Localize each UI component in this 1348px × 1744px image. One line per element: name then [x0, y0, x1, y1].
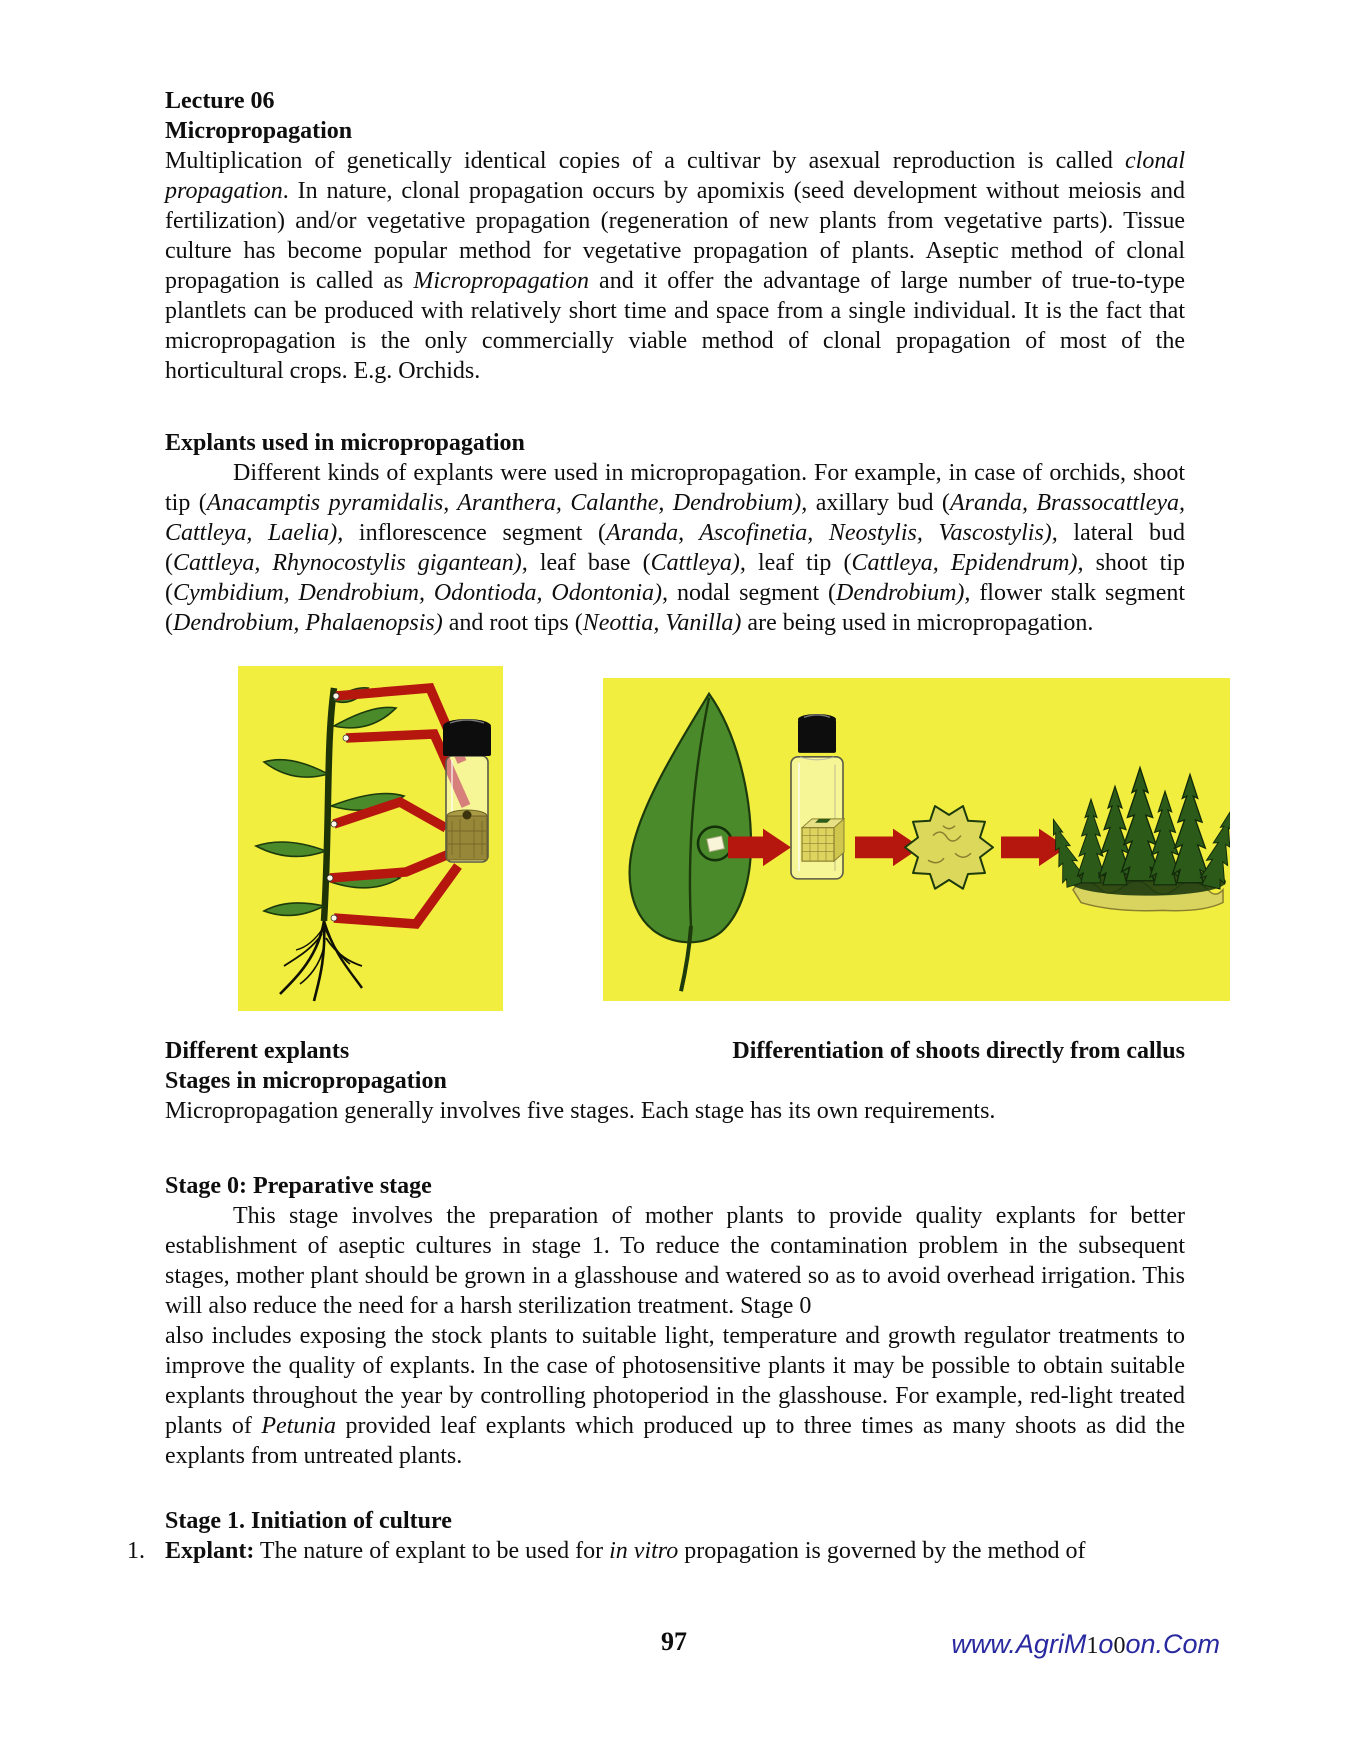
- explant-in-medium: [463, 811, 472, 820]
- list-item-number: 1.: [127, 1538, 145, 1564]
- figure-captions: [165, 1036, 1185, 1066]
- stage1-list-item: [127, 1536, 1185, 1566]
- lecture-number-heading: Lecture 06: [165, 88, 275, 114]
- stages-section-heading: Stages in micropropagation: [165, 1068, 447, 1094]
- stage0-paragraph-a: This stage involves the preparation of mother plants to provide quality explants for better establishment of aseptic cultures in stage 1. To reduce the contamination problem in the subsequent stages, mother plant should be grown in a glasshouse and watered so as to avoid overhead irrigation. This will also reduce the need for a harsh sterilization treatment. Stage 0: [165, 1203, 1185, 1319]
- culture-medium: [447, 816, 487, 860]
- page-content: [127, 86, 1186, 1566]
- intro-paragraph: Multiplication of genetically identical copies of a cultivar by asexual reproduction is called clonal propagation. In nature, clonal propagation occurs by apomixis (seed development without meiosis and fertilization) and/or vegetative propagation (regeneration of new plants from vegetative parts). Tissue culture has become popular method for vegetative propagation of plants. Aseptic method of clonal propagation is called as Micropropagation and it offer the advantage of large number of true-to-type plantlets can be produced with relatively short time and space from a single individual. It is the fact that micropropagation is the only commercially viable method of clonal propagation of most of the horticultural crops. E.g. Orchids.: [165, 148, 1185, 384]
- explants-illustration: [238, 666, 503, 1011]
- page-number: 97: [661, 1627, 687, 1656]
- site-link[interactable]: www.AgriM1o0on.Com: [951, 1629, 1220, 1659]
- leaf-explant-square: [707, 836, 724, 852]
- explants-paragraph: Different kinds of explants were used in micropropagation. For example, in case of orchids, shoot tip (Anacamptis pyramidalis, Aranthera, Calanthe, Dendrobium), axillary bud (Aranda, Brassocattleya, Cattleya, Laelia), inflorescence segment (Aranda, Ascofinetia, Neostylis, Vascostylis), lateral bud (Cattleya, Rhynocostylis gigantean), leaf base (Cattleya), leaf tip (Cattleya, Epidendrum), shoot tip (Cymbidium, Dendrobium, Odontioda, Odontonia), nodal segment (Dendrobium), flower stalk segment (Dendrobium, Phalaenopsis) and root tips (Neottia, Vanilla) are being used in micropropagation.: [165, 460, 1186, 636]
- figures-row: [165, 666, 1185, 1011]
- explants-section-heading: Explants used in micropropagation: [165, 430, 525, 456]
- stage0-paragraph-b: also includes exposing the stock plants to suitable light, temperature and growth regulator treatments to improve the quality of explants. In the case of photosensitive plants it may be possible to obtain suitable explants throughout the year by controlling photoperiod in the glasshouse. For example, red-light treated plants of Petunia provided leaf explants which produced up to three times as many shoots as did the explants from untreated plants.: [165, 1323, 1185, 1469]
- figure-callus-differentiation: [603, 678, 1230, 1001]
- caption-different-explants: Different explants: [165, 1038, 350, 1064]
- callus-illustration: [603, 678, 1230, 1001]
- caption-callus-differentiation: Differentiation of shoots directly from callus: [732, 1038, 1185, 1064]
- culture-vial: [443, 719, 491, 862]
- figure-different-explants: [238, 666, 503, 1011]
- stage1-item-text: Explant: The nature of explant to be used for in vitro propagation is governed by the method of: [165, 1538, 1086, 1564]
- lecture-title-heading: Micropropagation: [165, 118, 353, 144]
- stages-intro: Micropropagation generally involves five stages. Each stage has its own requirements.: [165, 1098, 996, 1124]
- stage1-heading: Stage 1. Initiation of culture: [165, 1508, 452, 1534]
- stage0-heading: Stage 0: Preparative stage: [165, 1173, 432, 1199]
